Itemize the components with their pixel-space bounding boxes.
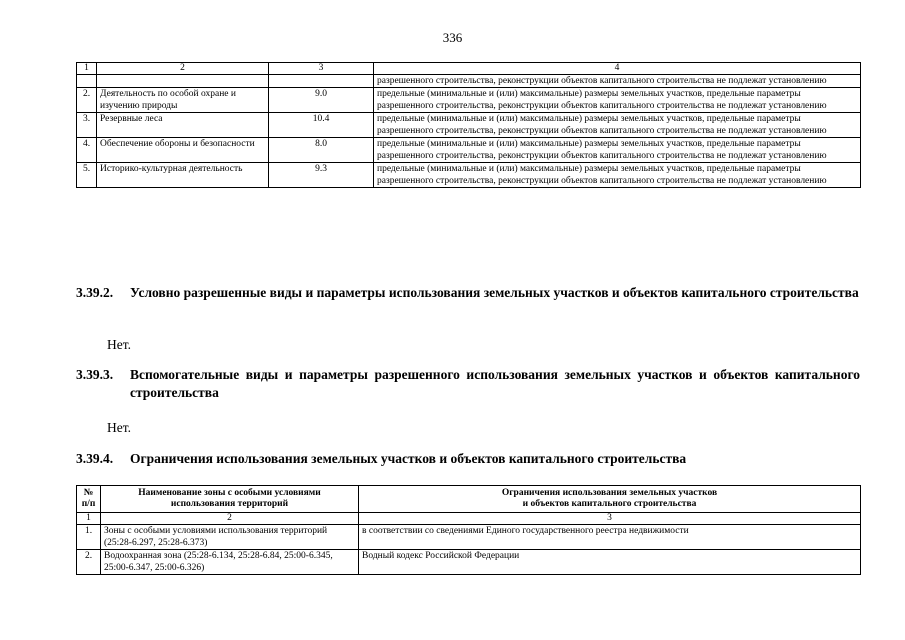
table-row bbox=[77, 75, 861, 88]
table-header-row bbox=[77, 486, 861, 513]
column-number-3: 3 bbox=[359, 513, 861, 525]
use-name: Резервные леса bbox=[97, 113, 269, 138]
section-title: Условно разрешенные виды и параметры использования земельных участков и объектов капитального строительства bbox=[130, 285, 859, 300]
row-number bbox=[77, 75, 97, 88]
section-number: 3.39.4. bbox=[76, 451, 114, 466]
use-name: Историко-культурная деятельность bbox=[97, 163, 269, 188]
section-body: Нет. bbox=[107, 420, 132, 435]
use-name: Обеспечение обороны и безопасности bbox=[97, 138, 269, 163]
zone-restriction: Водный кодекс Российской Федерации bbox=[359, 550, 861, 575]
zone-restriction: в соответствии со сведениями Единого государственного реестра недвижимости bbox=[359, 525, 861, 550]
use-parameters: предельные (минимальные и (или) максимальные) размеры земельных участков, предельные параметры разрешенного строительства, реконструкции объектов капитального строительства не подлежат установлению bbox=[374, 138, 861, 163]
row-number: 3. bbox=[77, 113, 97, 138]
table-row bbox=[77, 550, 861, 575]
section-heading-3-39-4 bbox=[76, 450, 860, 468]
row-number: 2. bbox=[77, 550, 101, 575]
column-number-1: 1 bbox=[77, 63, 97, 75]
use-code: 9.0 bbox=[269, 88, 374, 113]
section-heading-3-39-3 bbox=[76, 366, 860, 402]
section-number: 3.39.3. bbox=[76, 367, 114, 382]
table-header-row bbox=[77, 63, 861, 75]
table-row bbox=[77, 163, 861, 188]
row-number: 1. bbox=[77, 525, 101, 550]
use-code: 9.3 bbox=[269, 163, 374, 188]
use-parameters: предельные (минимальные и (или) максимальные) размеры земельных участков, предельные параметры разрешенного строительства, реконструкции объектов капитального строительства не подлежат установлению bbox=[374, 163, 861, 188]
use-parameters: предельные (минимальные и (или) максимальные) размеры земельных участков, предельные параметры разрешенного строительства, реконструкции объектов капитального строительства не подлежат установлению bbox=[374, 113, 861, 138]
table-index-row bbox=[77, 513, 861, 525]
column-number-3: 3 bbox=[269, 63, 374, 75]
use-code bbox=[269, 75, 374, 88]
use-parameters: разрешенного строительства, реконструкции объектов капитального строительства не подлежат установлению bbox=[374, 75, 861, 88]
section-number: 3.39.2. bbox=[76, 285, 114, 300]
row-number: 5. bbox=[77, 163, 97, 188]
table-row bbox=[77, 113, 861, 138]
permitted-uses-table bbox=[76, 62, 861, 188]
row-number: 2. bbox=[77, 88, 97, 113]
use-code: 8.0 bbox=[269, 138, 374, 163]
row-number: 4. bbox=[77, 138, 97, 163]
section-title: Вспомогательные виды и параметры разрешенного использования земельных участков и объектов капитального строительства bbox=[130, 367, 860, 400]
zone-name: Водоохранная зона (25:28-6.134, 25:28-6.84, 25:00-6.345, 25:00-6.347, 25:00-6.326) bbox=[101, 550, 359, 575]
use-name bbox=[97, 75, 269, 88]
column-header-zone: Наименование зоны с особыми условиями использования территорий bbox=[101, 486, 359, 513]
column-header-number: № п/п bbox=[77, 486, 101, 513]
use-code: 10.4 bbox=[269, 113, 374, 138]
page-number: 336 bbox=[442, 30, 463, 45]
zone-name: Зоны с особыми условиями использования территорий (25:28-6.297, 25:28-6.373) bbox=[101, 525, 359, 550]
section-heading-3-39-2 bbox=[76, 284, 860, 302]
use-parameters: предельные (минимальные и (или) максимальные) размеры земельных участков, предельные параметры разрешенного строительства, реконструкции объектов капитального строительства не подлежат установлению bbox=[374, 88, 861, 113]
column-number-2: 2 bbox=[101, 513, 359, 525]
section-title: Ограничения использования земельных участков и объектов капитального строительства bbox=[130, 451, 687, 466]
table-row bbox=[77, 138, 861, 163]
column-number-4: 4 bbox=[374, 63, 861, 75]
column-number-2: 2 bbox=[97, 63, 269, 75]
section-body: Нет. bbox=[107, 337, 132, 352]
use-name: Деятельность по особой охране и изучению природы bbox=[97, 88, 269, 113]
table-row bbox=[77, 88, 861, 113]
column-header-restrictions: Ограничения использования земельных участков и объектов капитального строительства bbox=[359, 486, 861, 513]
table-row bbox=[77, 525, 861, 550]
column-number-1: 1 bbox=[77, 513, 101, 525]
restrictions-table bbox=[76, 485, 861, 575]
